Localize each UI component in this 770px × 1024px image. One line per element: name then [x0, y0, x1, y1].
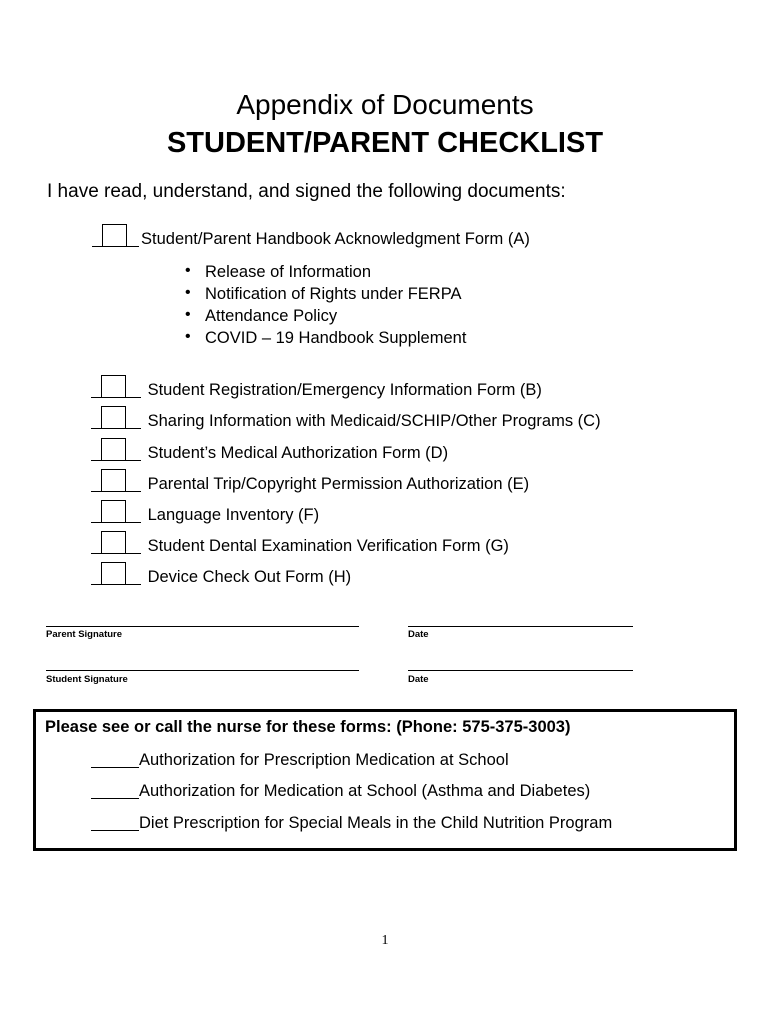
parent-signature-label: Parent Signature: [46, 629, 123, 640]
nurse-box-title: Please see or call the nurse for these forms: (Phone: 575-375-3003): [45, 718, 571, 736]
nurse-item-label: Diet Prescription for Special Meals in the Child Nutrition Program: [139, 814, 613, 832]
nurse-item-label: Authorization for Prescription Medication at School: [139, 751, 509, 769]
document-title: Appendix of Documents: [236, 89, 534, 120]
form-d-row: [91, 440, 448, 463]
form-c-label: Sharing Information with Medicaid/SCHIP/Other Programs (C): [147, 412, 601, 430]
form-a-checkbox[interactable]: [102, 224, 127, 247]
form-h-label: Device Check Out Form (H): [147, 568, 352, 586]
form-e-label: Parental Trip/Copyright Permission Authorization (E): [147, 475, 530, 493]
sub-item-attendance: • Attendance Policy: [183, 307, 466, 329]
form-d-blank[interactable]: [91, 440, 141, 461]
form-f-blank[interactable]: [91, 502, 141, 523]
form-g-label: Student Dental Examination Verification Form (G): [147, 537, 509, 555]
student-date-line[interactable]: [408, 670, 633, 671]
parent-date-label: Date: [408, 629, 429, 640]
form-e-blank[interactable]: [91, 471, 141, 492]
form-f-label: Language Inventory (F): [147, 506, 320, 524]
nurse-item-blank[interactable]: [91, 780, 139, 799]
student-date-label: Date: [408, 674, 429, 685]
parent-signature-line[interactable]: [46, 626, 359, 627]
intro-text: I have read, understand, and signed the following documents:: [47, 181, 566, 202]
form-g-blank[interactable]: [91, 533, 141, 554]
nurse-item-asthma: [91, 780, 590, 801]
checklist-heading: STUDENT/PARENT CHECKLIST: [166, 127, 604, 159]
nurse-item-blank[interactable]: [91, 812, 139, 831]
nurse-item-diet: [91, 812, 612, 833]
form-c-blank[interactable]: [91, 408, 141, 429]
form-b-checkbox[interactable]: [101, 375, 126, 398]
form-b-blank[interactable]: [91, 377, 141, 398]
page-number: 1: [381, 933, 389, 948]
form-d-label: Student’s Medical Authorization Form (D): [147, 444, 449, 462]
form-b-label: Student Registration/Emergency Information Form (B): [147, 381, 542, 399]
sub-item-covid: • COVID – 19 Handbook Supplement: [183, 329, 466, 351]
form-a-row: [92, 226, 530, 249]
form-b-row: [91, 377, 542, 400]
handbook-sub-items: [183, 263, 466, 351]
sub-item-release: • Release of Information: [183, 263, 466, 285]
parent-date-line[interactable]: [408, 626, 633, 627]
form-h-row: [91, 564, 351, 587]
nurse-item-blank[interactable]: [91, 749, 139, 768]
form-a-label: Student/Parent Handbook Acknowledgment Form (A): [141, 230, 530, 248]
form-h-checkbox[interactable]: [101, 562, 126, 585]
form-h-blank[interactable]: [91, 564, 141, 585]
form-e-checkbox[interactable]: [101, 469, 126, 492]
form-g-checkbox[interactable]: [101, 531, 126, 554]
form-g-row: [91, 533, 509, 556]
sub-item-ferpa: • Notification of Rights under FERPA: [183, 285, 466, 307]
student-signature-line[interactable]: [46, 670, 359, 671]
form-f-row: [91, 502, 319, 525]
form-c-row: [91, 408, 601, 431]
nurse-item-prescription: [91, 749, 509, 770]
form-a-blank[interactable]: [92, 226, 139, 247]
nurse-item-label: Authorization for Medication at School (Asthma and Diabetes): [139, 782, 591, 800]
form-d-checkbox[interactable]: [101, 438, 126, 461]
form-f-checkbox[interactable]: [101, 500, 126, 523]
form-c-checkbox[interactable]: [101, 406, 126, 429]
student-signature-label: Student Signature: [46, 674, 128, 685]
form-e-row: [91, 471, 529, 494]
